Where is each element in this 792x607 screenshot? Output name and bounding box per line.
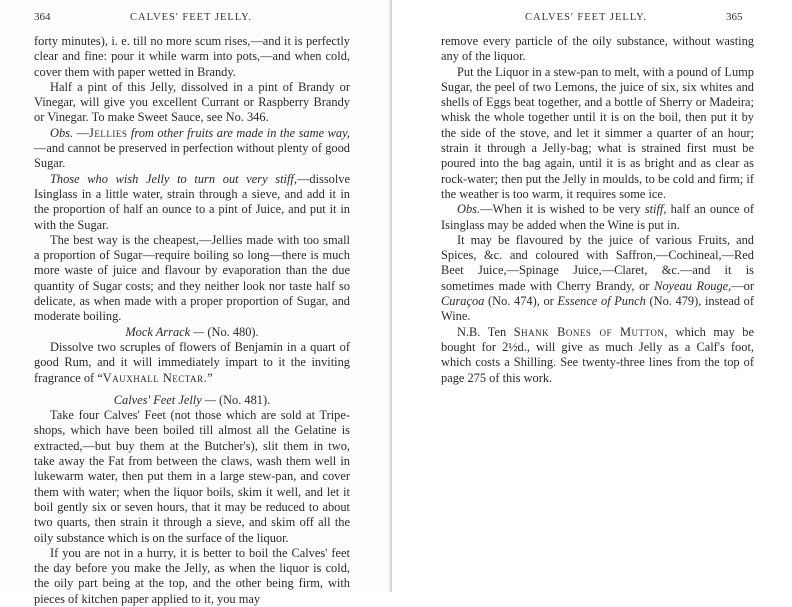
- paragraph-text: (No. 474), or: [484, 294, 558, 309]
- recipe-title: Mock Arrack —: [125, 324, 205, 339]
- paragraph: [441, 325, 754, 386]
- paragraph: Obs. —Jellies from other fruits are made in the same way,—and cannot be preserved in perfection without plenty of good Sugar.: [34, 125, 350, 171]
- obs-label: Obs.: [50, 125, 74, 140]
- paragraph: [441, 202, 754, 233]
- paragraph: [441, 233, 754, 325]
- page-number: 364: [34, 11, 51, 23]
- paragraph: remove every particle of the oily substance, without wasting any of the liquor.: [441, 34, 754, 64]
- small-caps-text: Jellies: [89, 125, 128, 140]
- paragraph: The best way is the cheapest,—Jellies made with too small a proportion of Sugar—require boiling so long—there is much more waste of juice and flavour by evaporation than the due quantity of Sugar costs; and they neither look nor taste half so delicate, as when made with a proper proportion of Sugar, and moderate boiling.: [34, 232, 350, 324]
- paragraph: [34, 340, 350, 386]
- left-page: [0, 0, 392, 606]
- italic-text: from other fruits are made in the same way,: [130, 125, 350, 140]
- recipe-title: Calves' Feet Jelly —: [113, 392, 216, 407]
- obs-label: Obs.: [457, 202, 481, 217]
- paragraph: Half a pint of this Jelly, dissolved in a pint of Brandy or Vinegar, will give you excellent Currant or Raspberry Brandy or Vinegar. To make Sweet Sauce, see No. 346.: [34, 79, 350, 125]
- recipe-number: (No. 481).: [218, 392, 271, 407]
- italic-text: Noyeau Rouge,: [654, 278, 732, 293]
- paragraph: If you are not in a hurry, it is better to boil the Calves' feet the day before you make the Jelly, as when the liquor is cold, the oily part being at the top, and the other being firm, with pieces of kitchen paper applied to it, you may: [34, 545, 350, 606]
- spacer: [34, 386, 350, 393]
- paragraph-text: —and cannot be preserved in perfection without plenty of good Sugar.: [34, 141, 350, 171]
- quote-mark: ”: [207, 370, 213, 385]
- italic-text: Those who wish Jelly to turn out very stiff,: [50, 171, 297, 186]
- paragraph-text: Dissolve two scruples of flowers of Benjamin in a quart of good Rum, and it will immediately impart to it the inviting fragrance of “: [34, 339, 350, 385]
- recipe-heading: [34, 325, 350, 340]
- italic-text: Essence of Punch: [557, 294, 646, 309]
- right-page-body: [441, 34, 754, 386]
- paragraph: forty minutes), i. e. till no more scum rises,—and it is perfectly clear and fine: pour it while warm into pots,—and when cold, cover them with paper wetted in Brandy.: [34, 34, 350, 79]
- paragraph-text: —When it is wished to be very: [480, 202, 645, 217]
- italic-text: stiff,: [644, 202, 667, 217]
- paragraph-text: half an ounce of Isinglass may be added when the Wine is put in.: [441, 202, 754, 232]
- running-head: CALVES' FEET JELLY.: [525, 12, 648, 23]
- small-caps-text: Shank Bones of Mutton,: [513, 324, 668, 339]
- recipe-number: (No. 480).: [207, 324, 259, 339]
- paragraph: Take four Calves' Feet (not those which are sold at Tripe-shops, which have been boiled till almost all the Gelatine is extracted,—but buy them at the Butcher's), slit them in two, take away the Fat from between the claws, wash them well in lukewarm water, then put them in a large stew-pan, and cover them with water; when the liquor boils, skim it well, and let it boil gently six or seven hours, that it may be reduced to about two quarts, then strain it through a sieve, and skim off all the oily substance which is on the surface of the liquor.: [34, 408, 350, 545]
- small-caps-text: Vauxhall Nectar.: [102, 370, 208, 385]
- paragraph: [34, 172, 350, 233]
- left-page-body: [34, 34, 350, 607]
- recipe-heading: [34, 393, 350, 408]
- page-number: 365: [726, 11, 743, 23]
- paragraph-text: which may be bought for 2½d., will give as much Jelly as a Calf's foot, which costs a Shilling. See twenty-three lines from the top of page 275 of this work.: [441, 324, 754, 385]
- paragraph-text: —or: [731, 278, 754, 293]
- paragraph: Put the Liquor in a stew-pan to melt, with a pound of Lump Sugar, the peel of two Lemons, the juice of six, six whites and shells of Eggs beat together, and a bottle of Sherry or Madeira; whisk the whole together until it is on the boil, then put it by the side of the stove, and let it simmer a quarter of an hour; strain it through a Jelly-bag; what is strained first must be poured into the bag again, until it is as bright and as clear as rock-water; then put the Jelly in moulds, to be cold and firm; if the weather is too warm, it requires some ice.: [441, 64, 754, 201]
- italic-text: Curaçoa: [441, 294, 485, 309]
- paragraph-text: —dissolve Isinglass in a little water, strain through a sieve, and add it in the proportion of half an ounce to a pint of Juice, and put it in with the Sugar.: [34, 171, 350, 232]
- paragraph-text: (No. 479), instead of Wine.: [441, 294, 754, 324]
- running-head: CALVES' FEET JELLY.: [130, 12, 253, 23]
- paragraph-text: N.B. Ten: [457, 324, 514, 339]
- paragraph-text: It may be flavoured by the juice of various Fruits, and Spices, &c. and coloured with Saffron,—Cochineal,—Red Beet Juice,—Spinage Juice,—Claret, &c.—and it is sometimes made with Cherry Brandy, or: [441, 232, 754, 293]
